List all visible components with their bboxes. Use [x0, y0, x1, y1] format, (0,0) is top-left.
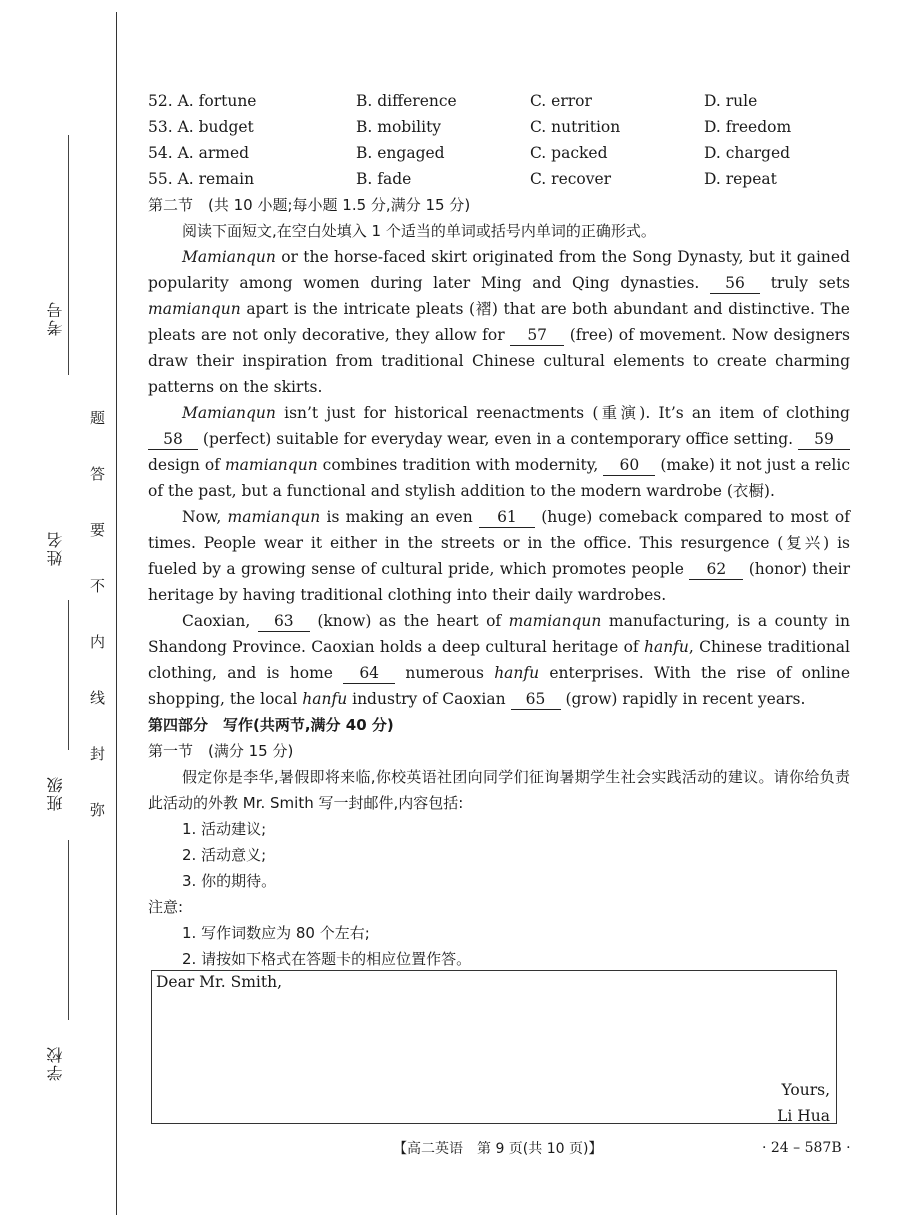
- answer-blank: 59: [798, 429, 850, 450]
- section-instruction: 阅读下面短文,在空白处填入 1 个适当的单词或括号内单词的正确形式。: [182, 222, 656, 240]
- answer-blank: 57: [510, 325, 564, 346]
- italic-term: mamianqun: [508, 612, 602, 630]
- italic-term: hanfu: [643, 638, 689, 656]
- section-heading: 第二节 (共 10 小题;每小题 1.5 分,满分 15 分): [148, 196, 471, 214]
- passage-paragraph-1: [148, 244, 850, 400]
- passage-text: (make) it not just a relic of the past, but a functional and stylish addition to the modern wardrobe (衣橱).: [148, 456, 851, 500]
- option-c: C. error: [530, 92, 592, 110]
- option-b: B. fade: [356, 170, 412, 188]
- letter-greeting: Dear Mr. Smith,: [156, 973, 283, 991]
- passage-text: (free) of movement. Now designers draw their inspiration from traditional Chinese cultural elements to create charming patterns on the skirts.: [148, 326, 850, 396]
- name-label: 姓名: [46, 530, 65, 566]
- exam-no-label: 考号: [46, 300, 65, 336]
- passage-text: (huge) comeback compared to most of times. People wear it either in the streets or in the office. This resurgence (复兴) is fueled by a growing sense of cultural pride, which promotes people: [148, 508, 850, 578]
- paper-code: · 24 – 587B ·: [762, 1140, 851, 1156]
- italic-term: hanfu: [494, 664, 540, 682]
- passage-text: apart is the intricate pleats (褶) that are both abundant and distinctive. The pleats are not only decorative, they allow for: [148, 300, 850, 344]
- passage-text: truly sets: [760, 274, 850, 292]
- seal-char: 内: [90, 633, 106, 651]
- answer-blank: 61: [479, 507, 535, 528]
- passage-text: is making an even: [320, 508, 479, 526]
- italic-term: hanfu: [302, 690, 348, 708]
- option-table: [148, 88, 850, 192]
- seal-char: 不: [90, 577, 106, 595]
- option-d: D. freedom: [704, 118, 792, 136]
- binding-line: [116, 12, 117, 1215]
- letter-format-box: [151, 970, 837, 1124]
- answer-blank: 58: [148, 429, 198, 450]
- italic-term: mamianqun: [148, 300, 241, 318]
- passage-text: (grow) rapidly in recent years.: [560, 690, 806, 708]
- prompt-item: 3. 你的期待。: [182, 872, 277, 890]
- name-fill-line: [68, 600, 69, 750]
- option-d: D. charged: [704, 144, 791, 162]
- passage-text: , Chinese traditional clothing, and is home: [148, 638, 850, 682]
- answer-blank: 64: [343, 663, 395, 684]
- answer-blank: 62: [689, 559, 743, 580]
- italic-term: Mamianqun: [182, 248, 276, 266]
- passage-text: (know) as the heart of: [309, 612, 509, 630]
- passage-text: enterprises. With the rise of online shopping, the local: [148, 664, 850, 708]
- option-b: B. mobility: [356, 118, 442, 136]
- prompt-item: 1. 活动建议;: [182, 820, 267, 838]
- sub-heading: 第一节 (满分 15 分): [148, 742, 294, 760]
- option-row: [148, 140, 850, 166]
- answer-blank: 65: [511, 689, 561, 710]
- passage-text: (perfect) suitable for everyday wear, even in a contemporary office setting.: [198, 430, 798, 448]
- passage-text: or the horse-faced skirt originated from the Song Dynasty, but it gained popularity among women during later Ming and Qing dynasties.: [148, 248, 850, 292]
- letter-closing: Yours,: [781, 1081, 830, 1099]
- note-item: 1. 写作词数应为 80 个左右;: [182, 924, 370, 942]
- letter-signature: Li Hua: [777, 1107, 830, 1125]
- seal-char: 线: [90, 689, 106, 707]
- seal-char: 答: [90, 465, 106, 483]
- option-b: B. difference: [356, 92, 457, 110]
- note-label: 注意:: [148, 898, 184, 916]
- option-c: C. nutrition: [530, 118, 621, 136]
- school-label: 学校: [46, 1045, 65, 1081]
- passage-text: Now,: [182, 508, 228, 526]
- answer-blank: 56: [710, 273, 760, 294]
- passage-text: combines tradition with modernity,: [317, 456, 604, 474]
- prompt-item: 2. 活动意义;: [182, 846, 267, 864]
- answer-blank: 63: [258, 611, 310, 632]
- letter-closing-block: [777, 1077, 830, 1129]
- option-row: [148, 166, 850, 192]
- seal-char: 要: [90, 521, 106, 539]
- note-item: 2. 请按如下格式在答题卡的相应位置作答。: [182, 950, 472, 968]
- option-a: 55. A. remain: [148, 170, 255, 188]
- page-footer: 【高二英语 第 9 页(共 10 页)】: [393, 1141, 603, 1157]
- italic-term: mamianqun: [224, 456, 318, 474]
- option-c: C. packed: [530, 144, 608, 162]
- passage-text: numerous: [395, 664, 495, 682]
- italic-term: mamianqun: [227, 508, 321, 526]
- option-a: 53. A. budget: [148, 118, 254, 136]
- option-c: C. recover: [530, 170, 612, 188]
- passage-text: (honor) their heritage by having traditional clothing into their daily wardrobes.: [148, 560, 850, 604]
- seal-char: 题: [90, 409, 106, 427]
- passage-paragraph-4: [148, 608, 850, 712]
- passage-text: Caoxian,: [182, 612, 258, 630]
- passage-text: isn’t just for historical reenactments (重演). It’s an item of clothing: [275, 404, 850, 422]
- exam-no-fill-line: [68, 135, 69, 375]
- option-a: 54. A. armed: [148, 144, 250, 162]
- passage-text: design of: [148, 456, 225, 474]
- option-d: D. repeat: [704, 170, 777, 188]
- italic-term: Mamianqun: [182, 404, 276, 422]
- option-b: B. engaged: [356, 144, 445, 162]
- passage-paragraph-3: [148, 504, 850, 608]
- binding-margin: [0, 0, 130, 1227]
- seal-char: 弥: [90, 801, 106, 819]
- option-d: D. rule: [704, 92, 758, 110]
- passage-paragraph-2: [148, 400, 850, 504]
- passage-text: manufacturing, is a county in Shandong Province. Caoxian holds a deep cultural heritage of: [148, 612, 850, 656]
- writing-prompt: 假定你是李华,暑假即将来临,你校英语社团向同学们征询暑期学生社会实践活动的建议。请你给负责此活动的外教 Mr. Smith 写一封邮件,内容包括:: [148, 768, 850, 812]
- class-fill-line: [68, 840, 69, 1020]
- option-row: [148, 88, 850, 114]
- passage-text: industry of Caoxian: [347, 690, 511, 708]
- seal-char: 封: [90, 745, 106, 763]
- answer-blank: 60: [603, 455, 655, 476]
- exam-content: [148, 88, 850, 972]
- option-a: 52. A. fortune: [148, 92, 257, 110]
- option-row: [148, 114, 850, 140]
- part-heading: 第四部分 写作(共两节,满分 40 分): [148, 716, 394, 734]
- class-label: 班级: [46, 775, 65, 811]
